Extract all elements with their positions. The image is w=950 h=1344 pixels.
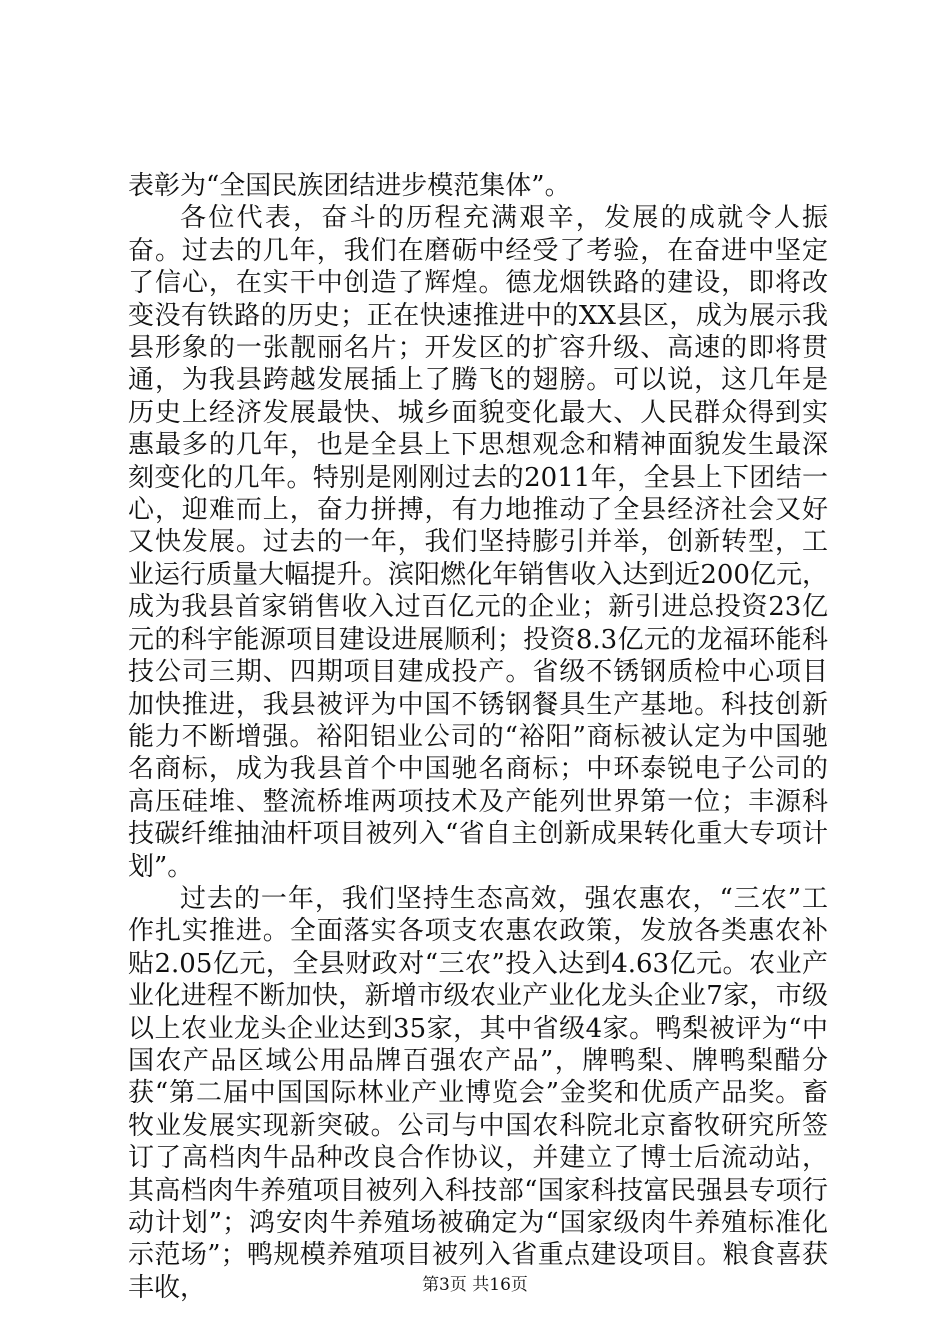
paragraph-continuation: 表彰为“全国民族团结进步模范集体”。 <box>128 171 571 201</box>
paragraph-achievements: 各位代表，奋斗的历程充满艰辛，发展的成就令人振奋。过去的几年，我们在磨砺中经受了考验，在奋进中坚定了信心，在实干中创造了辉煌。德龙烟铁路的建设，即将改变没有铁路的历史；正在快速推进中的XX县区，成为展示我县形象的一张靓丽名片；开发区的扩容升级、高速的即将贯通，为我县跨越发展插上了腾飞的翅膀。可以说，这几年是历史上经济发展最快、城乡面貌变化最大、人民群众得到实惠最多的几年，也是全县上下思想观念和精神面貌发生最深刻变化的几年。特别是刚刚过去的2011年，全县上下团结一心，迎难而上，奋力拼搏，有力地推动了全县经济社会又好又快发展。过去的一年，我们坚持膨引并举，创新转型，工业运行质量大幅提升。滨阳燃化年销售收入达到近200亿元，成为我县首家销售收入过百亿元的企业；新引进总投资23亿元的科宇能源项目建设进展顺利；投资8.3亿元的龙福环能科技公司三期、四期项目建成投产。省级不锈钢质检中心项目加快推进，我县被评为中国不锈钢餐具生产基地。科技创新能力不断增强。裕阳铝业公司的“裕阳”商标被认定为中国驰名商标，成为我县首个中国驰名商标；中环泰锐电子公司的高压硅堆、整流桥堆两项技术及产能列世界第一位；丰源科技碳纤维抽油杆项目被列入“省自主创新成果转化重大专项计划”。 <box>128 203 828 882</box>
document-body <box>128 170 828 1304</box>
page-footer: 第3页 共16页 <box>422 1275 528 1295</box>
paragraph-agriculture: 过去的一年，我们坚持生态高效，强农惠农，“三农”工作扎实推进。全面落实各项支农惠农政策，发放各类惠农补贴2.05亿元，全县财政对“三农”投入达到4.63亿元。农业产业化进程不断加快，新增市级农业产业化龙头企业7家，市级以上农业龙头企业达到35家，其中省级4家。鸭梨被评为“中国农产品区域公用品牌百强农产品”，牌鸭梨、牌鸭梨醋分获“第二届中国国际林业产业博览会”金奖和优质产品奖。畜牧业发展实现新突破。公司与中国农科院北京畜牧研究所签订了高档肉牛品种改良合作协议，并建立了博士后流动站，其高档肉牛养殖项目被列入科技部“国家科技富民强县专项行动计划”；鸿安肉牛养殖场被确定为“国家级肉牛养殖标准化示范场”；鸭规模养殖项目被列入省重点建设项目。粮食喜获丰收， <box>128 883 828 1303</box>
